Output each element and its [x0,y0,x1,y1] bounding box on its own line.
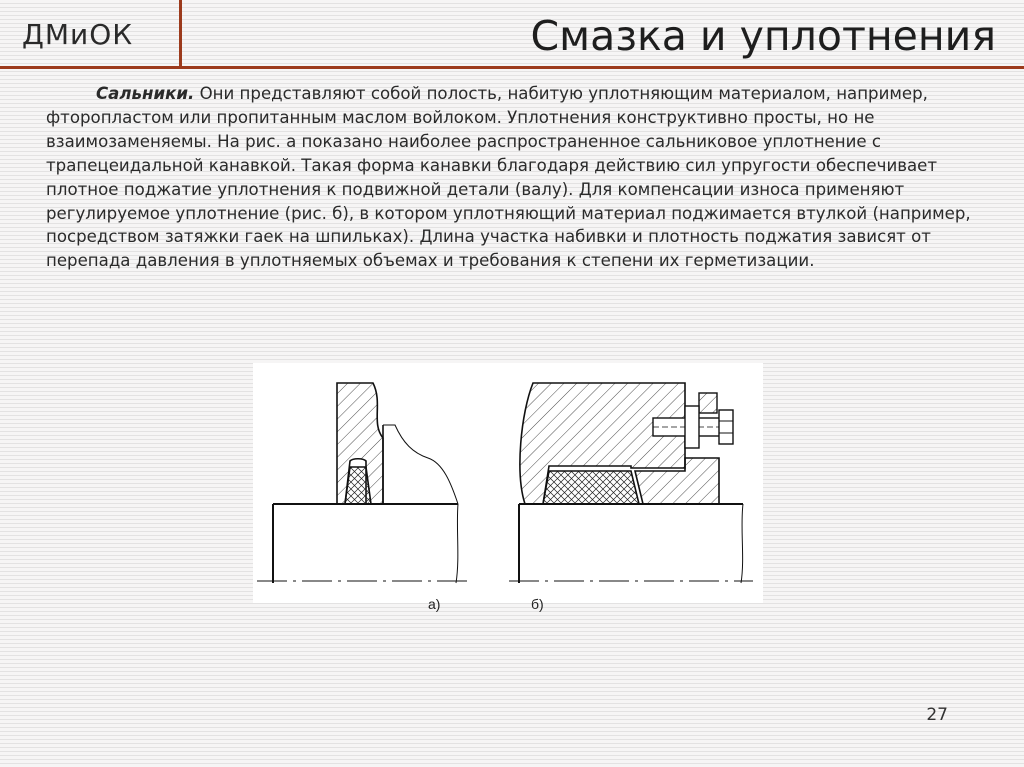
page-number: 27 [926,705,948,725]
shaft-b-outline [519,504,743,583]
packing-b [543,471,639,504]
packing-a [345,467,371,504]
stud-clamp-b [699,393,717,413]
shaft-a-break [456,504,458,583]
paragraph-lead: Сальники. [96,84,195,103]
drawing-b [509,383,753,583]
seal-drawings-figure [253,363,763,603]
caption-b: б) [531,596,544,612]
paragraph-text: Они представляют собой полость, набитую уплотняющим материалом, например, фторопластом или пропитанным маслом войлоком. Уплотнения конструктивно просты, но не взаимозаменяемы. На рис. а показано наиболее распространенное сальниковое уплотнение с трапецеидальной канавкой. Такая форма канавки благодаря действию сил упругости обеспечивает плотное поджатие уплотнения к подвижной детали (валу). Для компенсации износа применяют регулируемое уплотнение (рис. б), в котором уплотняющий материал поджимается втулкой (например, посредством затяжки гаек на шпильках). Длина участка набивки и плотность поджатия зависят от перепада давления в уплотняемых объемах и требования к степени их герметизации. [46,84,971,271]
shaft-b-break [741,504,743,583]
logo-text: ДМиОК [22,18,134,51]
nut-b [719,410,733,444]
slide-title: Смазка и уплотнения [530,12,996,60]
body-paragraph [46,82,986,273]
header-horizontal-divider [0,66,1024,69]
drawing-a [257,383,467,583]
seal-drawings-svg [253,363,763,603]
housing-a-break [383,425,458,504]
shaft-a-outline [273,504,458,583]
caption-a: а) [428,596,441,612]
header-vertical-divider [179,0,182,68]
washer-b [685,406,699,448]
slide-header [0,0,1024,70]
